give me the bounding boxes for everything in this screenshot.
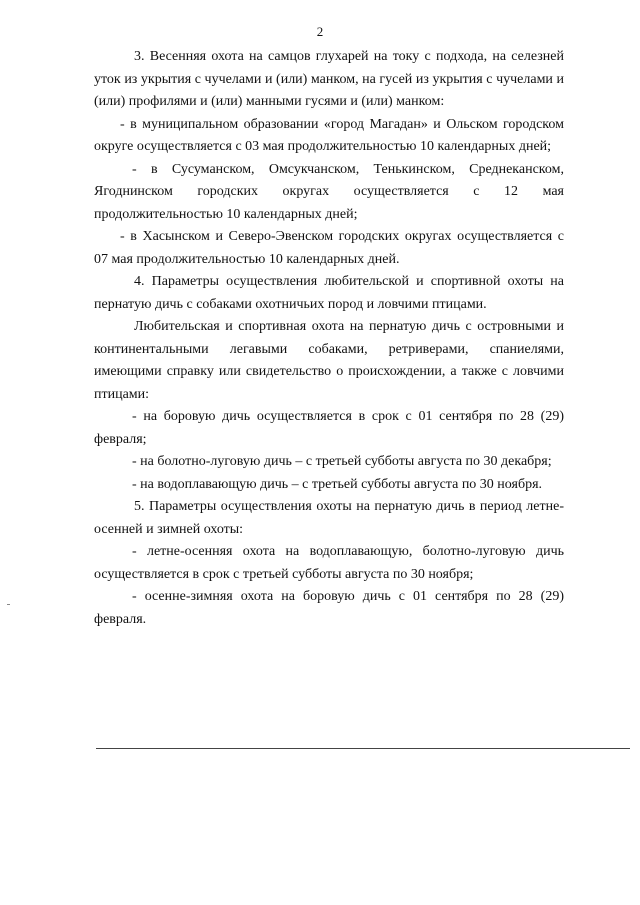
scan-speck	[7, 604, 10, 605]
paragraph-item-5: 5. Параметры осуществления охоты на пернатую дичь в период летне-осенней и зимней охоты:	[94, 499, 564, 537]
list-item: - осенне-зимняя охота на боровую дичь с 01 сентября по 28 (29) февраля.	[94, 589, 564, 627]
list-item: - в Хасынском и Северо-Эвенском городских округах осуществляется с 07 мая продолжительностью 10 календарных дней.	[94, 229, 564, 267]
paragraph: Любительская и спортивная охота на пернатую дичь с островными и континентальными легавыми собаками, ретриверами, спаниелями, имеющими справку или свидетельство о происхождении, а также с ловчими птицами:	[94, 319, 564, 402]
paragraph-item-3: 3. Весенняя охота на самцов глухарей на току с подхода, на селезней уток из укрытия с чучелами и (или) манком, на гусей из укрытия с чучелами и (или) профилями и (или) манными гусями и (или) манком:	[94, 49, 564, 109]
list-item: - в муниципальном образовании «город Магадан» и Ольском городском округе осуществляется с 03 мая продолжительностью 10 календарных дней;	[94, 116, 564, 154]
page-number: 2	[316, 24, 324, 39]
paragraph-item-4: 4. Параметры осуществления любительской и спортивной охоты на пернатую дичь с собаками охотничьих пород и ловчими птицами.	[94, 274, 564, 312]
list-item: - на боровую дичь осуществляется в срок с 01 сентября по 28 (29) февраля;	[94, 409, 564, 447]
document-body	[94, 46, 564, 631]
list-item: - на водоплавающую дичь – с третьей субботы августа по 30 ноября.	[132, 476, 543, 492]
list-item: - на болотно-луговую дичь – с третьей субботы августа по 30 декабря;	[132, 454, 552, 469]
list-item: - в Сусуманском, Омсукчанском, Тенькинском, Среднеканском, Ягоднинском городских округах осуществляется с 12 мая продолжительностью 10 календарных дней;	[94, 161, 564, 222]
footer-divider	[96, 748, 630, 749]
list-item: - летне-осенняя охота на водоплавающую, болотно-луговую дичь осуществляется в срок с третьей субботы августа по 30 ноября;	[94, 544, 564, 582]
